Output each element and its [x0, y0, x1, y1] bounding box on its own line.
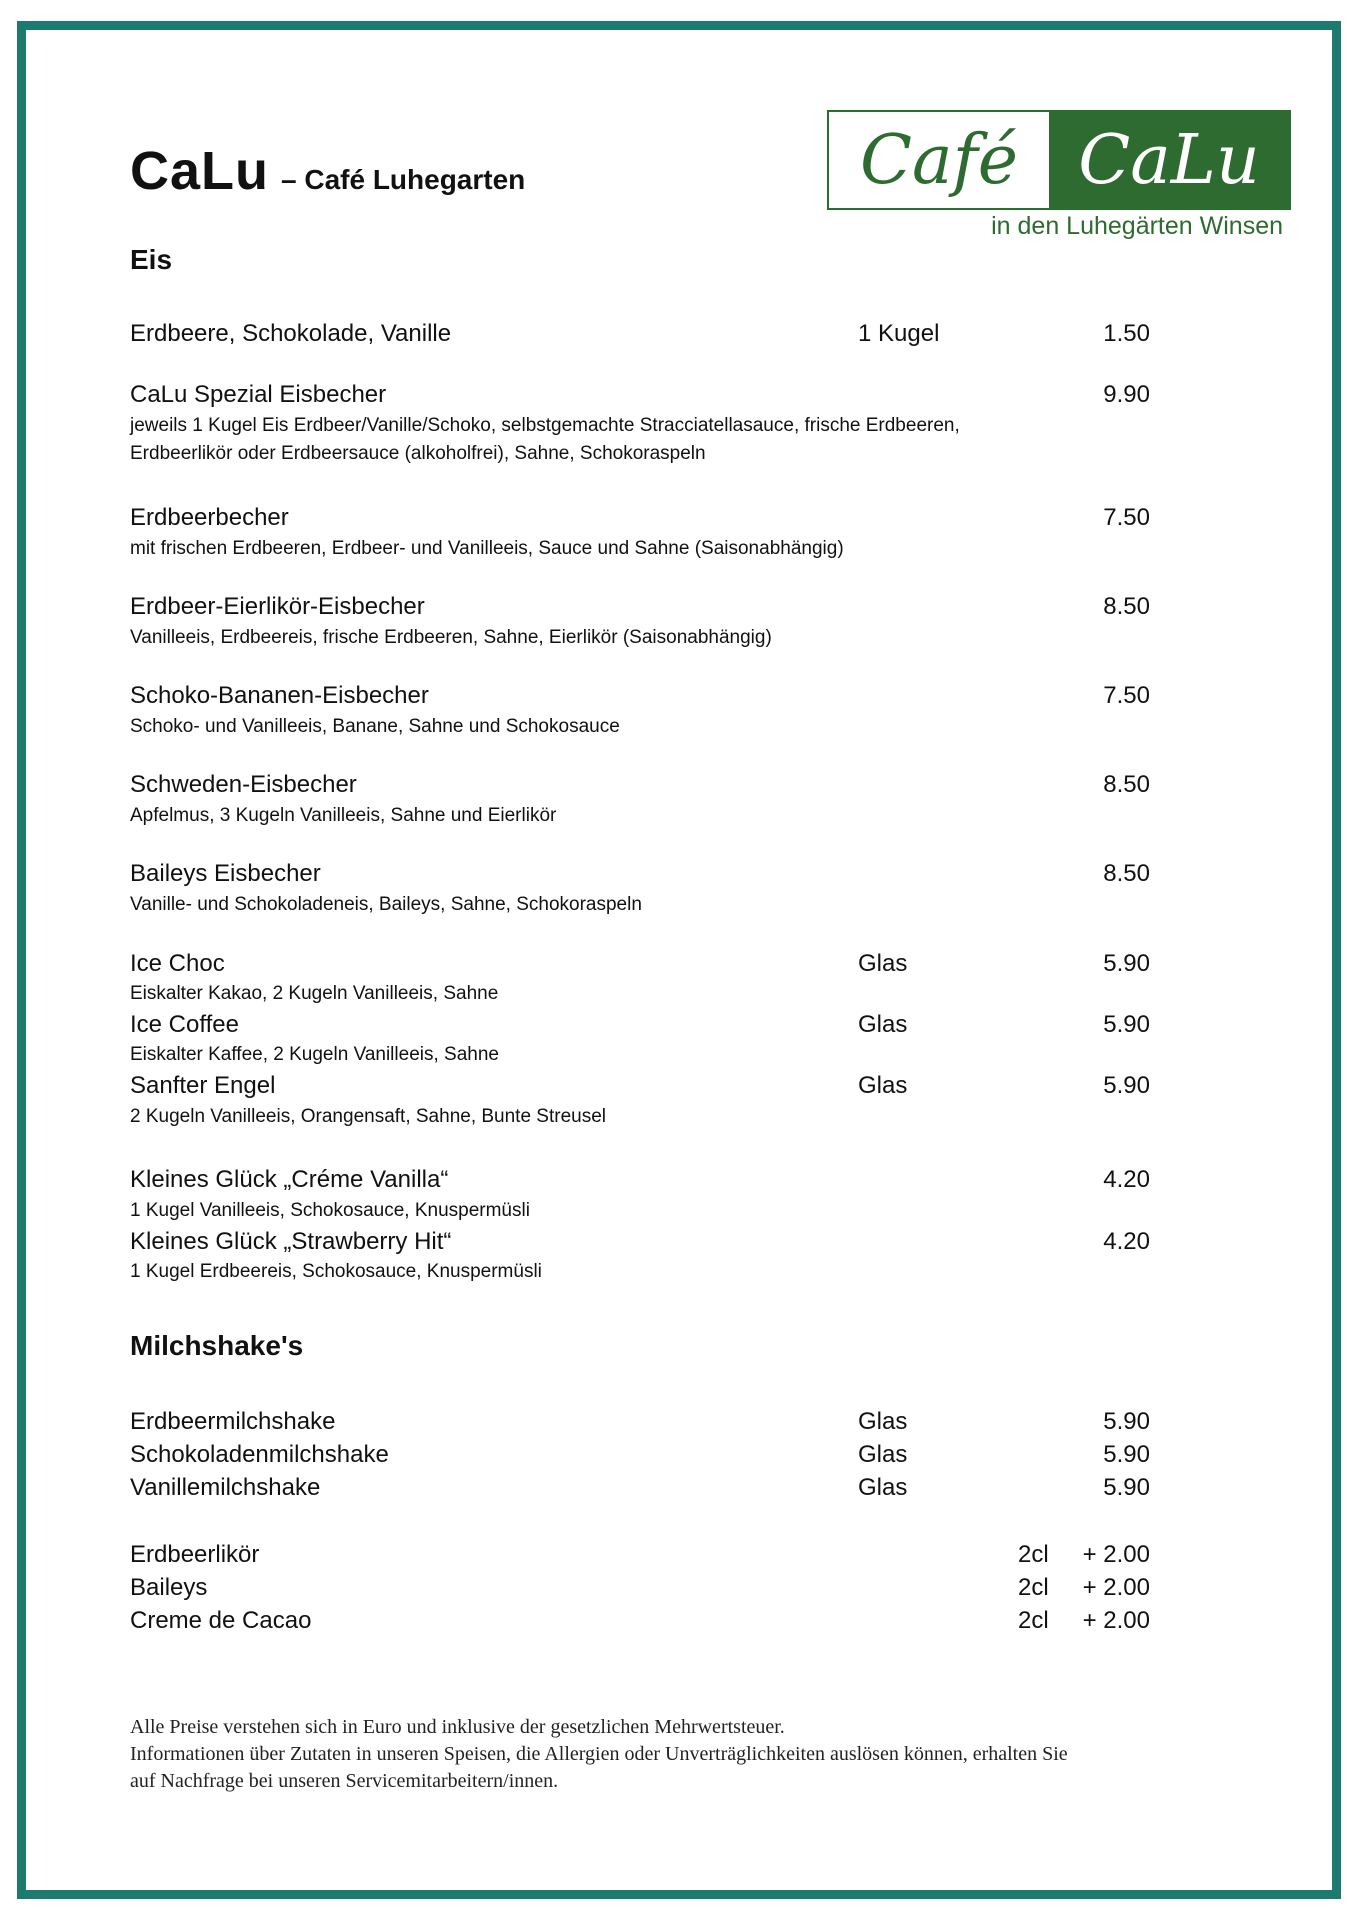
item-description: Eiskalter Kakao, 2 Kugeln Vanilleeis, Sahne	[130, 983, 499, 1004]
page-title	[130, 140, 525, 202]
item-unit: 1 Kugel	[858, 320, 940, 347]
item-unit: Glas	[858, 950, 908, 977]
item-unit: Glas	[858, 1408, 908, 1435]
item-price: 5.90	[1103, 1441, 1150, 1468]
item-unit: 2cl	[1018, 1607, 1049, 1634]
section-eis-heading: Eis	[130, 244, 173, 275]
title-main: CaLu	[130, 141, 269, 201]
menu-item	[130, 860, 1150, 890]
footer-line: auf Nachfrage bei unseren Servicemitarbeitern/innen.	[130, 1770, 559, 1792]
item-name: Ice Coffee	[130, 1011, 239, 1038]
item-price: + 2.00	[1082, 1607, 1150, 1634]
menu-item	[130, 1408, 1150, 1438]
item-name: Schweden-Eisbecher	[130, 771, 357, 798]
logo-box	[827, 110, 1291, 210]
item-price: 5.90	[1103, 1474, 1150, 1501]
item-description: Vanille- und Schokoladeneis, Baileys, Sahne, Schokoraspeln	[130, 894, 642, 915]
item-price: 7.50	[1103, 504, 1150, 531]
footer-line: Alle Preise verstehen sich in Euro und inklusive der gesetzlichen Mehrwertsteuer.	[130, 1716, 785, 1738]
title-sub: – Café Luhegarten	[281, 164, 526, 195]
item-name: Erdbeere, Schokolade, Vanille	[130, 320, 452, 347]
menu-item	[130, 593, 1150, 623]
item-name: Erdbeerlikör	[130, 1541, 260, 1568]
item-description: 1 Kugel Vanilleeis, Schokosauce, Knuspermüsli	[130, 1200, 530, 1221]
item-name: Creme de Cacao	[130, 1607, 312, 1634]
logo-calu-text: CaLu	[1049, 112, 1289, 208]
item-name: Kleines Glück „Créme Vanilla“	[130, 1166, 449, 1193]
item-description: mit frischen Erdbeeren, Erdbeer- und Vanilleeis, Sauce und Sahne (Saisonabhängig)	[130, 538, 844, 559]
extra-item	[130, 1607, 1150, 1637]
logo-tagline: in den Luhegärten Winsen	[991, 212, 1283, 240]
menu-item	[130, 1228, 1150, 1258]
item-price: 8.50	[1103, 771, 1150, 798]
item-description: Apfelmus, 3 Kugeln Vanilleeis, Sahne und Eierlikör	[130, 805, 557, 826]
item-price: 1.50	[1103, 320, 1150, 347]
extra-item	[130, 1574, 1150, 1604]
menu-item	[130, 504, 1150, 534]
logo-cafe-text: Café	[829, 112, 1049, 208]
description-line: jeweils 1 Kugel Eis Erdbeer/Vanille/Schoko, selbstgemachte Stracciatellasauce, frische Erdbeeren,	[130, 415, 960, 436]
item-price: 8.50	[1103, 860, 1150, 887]
item-price: 5.90	[1103, 1072, 1150, 1099]
item-unit: 2cl	[1018, 1574, 1049, 1601]
item-description: Schoko- und Vanilleeis, Banane, Sahne und Schokosauce	[130, 716, 620, 737]
menu-item	[130, 1441, 1150, 1471]
item-price: 4.20	[1103, 1228, 1150, 1255]
item-price: 5.90	[1103, 950, 1150, 977]
item-name: Schokoladenmilchshake	[130, 1441, 389, 1468]
extra-item	[130, 1541, 1150, 1571]
item-name: Baileys	[130, 1574, 208, 1601]
item-price: 8.50	[1103, 593, 1150, 620]
menu-item	[130, 950, 1150, 980]
item-price: 9.90	[1103, 381, 1150, 408]
item-name: Schoko-Bananen-Eisbecher	[130, 682, 429, 709]
menu-item	[130, 1072, 1150, 1102]
item-price: 4.20	[1103, 1166, 1150, 1193]
item-unit: Glas	[858, 1474, 908, 1501]
menu-item	[130, 771, 1150, 801]
item-price: 5.90	[1103, 1011, 1150, 1038]
menu-item	[130, 1474, 1150, 1504]
item-name: Erdbeermilchshake	[130, 1408, 336, 1435]
item-price: 7.50	[1103, 682, 1150, 709]
item-name: Erdbeer-Eierlikör-Eisbecher	[130, 593, 425, 620]
menu-item	[130, 1166, 1150, 1196]
item-unit: Glas	[858, 1441, 908, 1468]
footer-line: Informationen über Zutaten in unseren Speisen, die Allergien oder Unverträglichkeiten auslösen können, erhalten Sie	[130, 1743, 1068, 1765]
item-unit: 2cl	[1018, 1541, 1049, 1568]
description-line: Erdbeerlikör oder Erdbeersauce (alkoholfrei), Sahne, Schokoraspeln	[130, 443, 706, 464]
item-name: Erdbeerbecher	[130, 504, 289, 531]
item-description: Eiskalter Kaffee, 2 Kugeln Vanilleeis, Sahne	[130, 1044, 499, 1065]
menu-item	[130, 381, 1150, 411]
item-description	[130, 412, 1050, 468]
item-name: Sanfter Engel	[130, 1072, 276, 1099]
menu-item	[130, 682, 1150, 712]
cafe-logo	[827, 110, 1291, 250]
item-description: 2 Kugeln Vanilleeis, Orangensaft, Sahne, Bunte Streusel	[130, 1106, 607, 1127]
footer-note	[130, 1714, 1210, 1795]
item-price: 5.90	[1103, 1408, 1150, 1435]
item-unit: Glas	[858, 1011, 908, 1038]
item-unit: Glas	[858, 1072, 908, 1099]
item-price: + 2.00	[1082, 1541, 1150, 1568]
item-name: Ice Choc	[130, 950, 225, 977]
item-description: 1 Kugel Erdbeereis, Schokosauce, Knuspermüsli	[130, 1261, 542, 1282]
item-name: Vanillemilchshake	[130, 1474, 321, 1501]
item-name: CaLu Spezial Eisbecher	[130, 381, 387, 408]
menu-item	[130, 320, 1150, 350]
menu-item	[130, 1011, 1150, 1041]
section-milchshakes-heading: Milchshake's	[130, 1330, 304, 1361]
item-description: Vanilleeis, Erdbeereis, frische Erdbeeren, Sahne, Eierlikör (Saisonabhängig)	[130, 627, 772, 648]
item-price: + 2.00	[1082, 1574, 1150, 1601]
item-name: Kleines Glück „Strawberry Hit“	[130, 1228, 452, 1255]
item-name: Baileys Eisbecher	[130, 860, 321, 887]
